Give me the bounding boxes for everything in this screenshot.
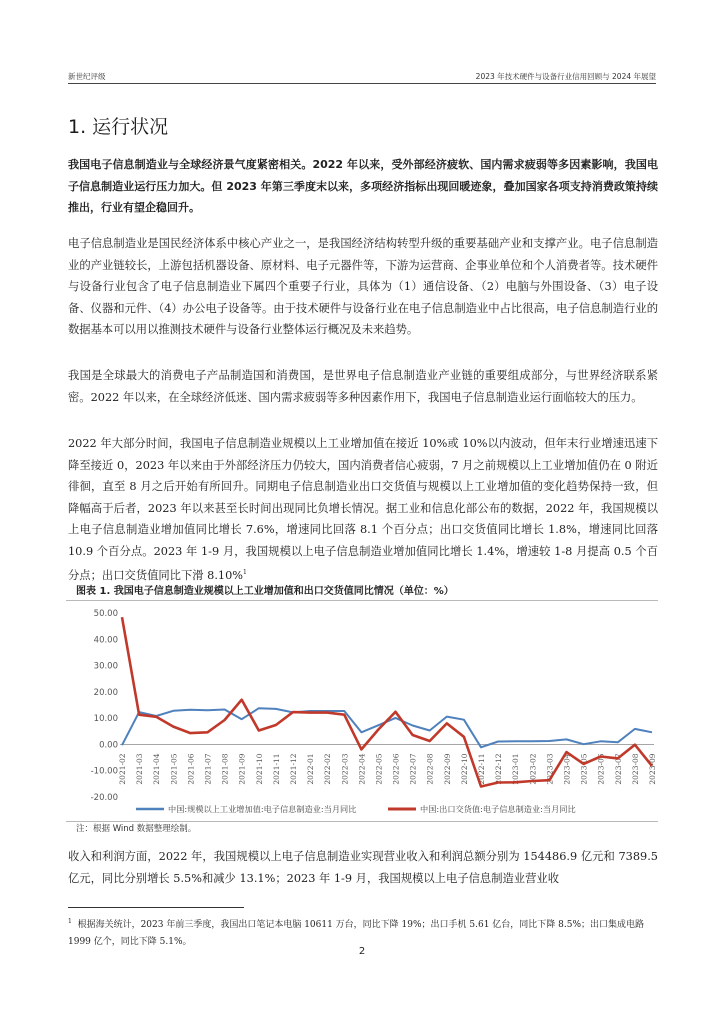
y-tick-label: 0.00 [99, 740, 118, 751]
x-tick-label: 2022-09 [442, 753, 452, 785]
x-tick-label: 2022-08 [425, 753, 435, 785]
header-report-title: 2023 年技术硬件与设备行业信用回顾与 2024 年展望 [475, 72, 656, 81]
figure-note: 注：根据 Wind 数据整理绘制。 [76, 824, 197, 834]
x-tick-label: 2022-11 [477, 753, 487, 785]
paragraph-summary: 我国电子信息制造业与全球经济景气度紧密相关。2022 年以来，受外部经济疲软、国内需求疲弱等多因素影响，我国电子信息制造业运行压力加大。但 2023 年第三季度末以来，多项经济指标出现回暖迹象，叠加国家各项支持消费政策持续推出，行业有望企稳回升。 [68, 158, 658, 214]
paragraph-growth-data [68, 433, 658, 586]
x-tick-label: 2022-06 [391, 753, 401, 785]
x-tick-label: 2021-09 [237, 753, 247, 785]
x-tick-label: 2021-12 [288, 753, 298, 785]
y-tick-label: 30.00 [93, 661, 118, 672]
x-tick-label: 2023-02 [528, 753, 538, 785]
footnote-ref: 1 [243, 569, 247, 576]
x-tick-label: 2021-04 [152, 753, 162, 785]
y-tick-label: 10.00 [93, 714, 118, 725]
y-tick-label: 20.00 [93, 687, 118, 698]
y-tick-label: 40.00 [93, 635, 118, 646]
x-tick-label: 2021-05 [169, 753, 179, 785]
x-tick-label: 2023-04 [562, 753, 572, 785]
footnote-rule [68, 907, 244, 908]
x-tick-label: 2021-06 [186, 753, 196, 785]
x-tick-label: 2022-02 [323, 753, 333, 785]
line-chart [66, 600, 658, 822]
section-title: 1. 运行状况 [68, 116, 169, 138]
x-tick-label: 2023-05 [579, 753, 589, 785]
x-tick-label: 2021-08 [220, 753, 230, 785]
chart-svg [66, 601, 658, 821]
legend-label: 中国:出口交货值:电子信息制造业:当月同比 [420, 804, 576, 814]
paragraph-growth-text: 2022 年大部分时间，我国电子信息制造业规模以上工业增加值在接近 10%或 10%以内波动，但年末行业增速迅速下降至接近 0，2023 年以来由于外部经济压力仍较大，国内消费者信心疲弱，7 月之前规模以上工业增加值仍在 0 附近徘徊，直至 8 月之后开始有所回升。同期电子信息制造业出口交货值与规模以上工业增加值的变化趋势保持一致，但降幅高于后者，2023 年以来甚至长时间出现同比负增长情况。据工业和信息化部公布的数据，2022 年，我国规模以上电子信息制造业增加值同比增长 7.6%，增速同比回落 8.1 个百分点；出口交货值同比增长 1.8%，增速同比回落 10.9 个百分点。2023 年 1-9 月，我国规模以上电子信息制造业增加值同比增长 1.4%，增速较 1-8 月提高 0.5 个百分点；出口交货值同比下滑 8.10% [68, 437, 658, 582]
page-header [68, 69, 656, 84]
x-tick-label: 2022-04 [357, 753, 367, 785]
header-org: 新世纪评级 [68, 72, 106, 81]
footnote-text: 根据海关统计，2023 年前三季度，我国出口笔记本电脑 10611 万台，同比下降 19%；出口手机 5.61 亿台，同比下降 8.5%；出口集成电路 1999 亿个，同比下降 5.1%。 [68, 920, 645, 947]
x-tick-label: 2022-07 [408, 753, 418, 785]
x-tick-label: 2022-10 [459, 753, 469, 785]
series-line-industrial-added-value [122, 708, 652, 747]
x-tick-label: 2022-12 [494, 753, 504, 785]
series-line-export-delivery-value [122, 617, 652, 786]
x-tick-label: 2021-02 [118, 753, 127, 785]
paragraph-revenue: 收入和利润方面，2022 年，我国规模以上电子信息制造业实现营业收入和利润总额分别为 154486.9 亿元和 7389.5 亿元，同比分别增长 5.5%和减少 13.1%；2023 年 1-9 月，我国规模以上电子信息制造业营业收 [68, 850, 658, 885]
paragraph-industry-overview: 电子信息制造业是国民经济体系中核心产业之一，是我国经济结构转型升级的重要基础产业和支撑产业。电子信息制造业的产业链较长，上游包括机器设备、原材料、电子元器件等，下游为运营商、企事业单位和个人消费者等。技术硬件与设备行业包含了电子信息制造业下属四个重要子行业，具体为（1）通信设备、（2）电脑与外围设备、（3）电子设备、仪器和元件、（4）办公电子设备等。由于技术硬件与设备行业在电子信息制造业中占比很高，电子信息制造行业的数据基本可以用以推测技术硬件与设备行业整体运行概况及未来趋势。 [68, 237, 658, 336]
x-tick-label: 2022-03 [340, 753, 350, 785]
x-tick-label: 2023-03 [545, 753, 555, 785]
x-tick-label: 2021-11 [271, 753, 281, 785]
legend-label: 中国:规模以上工业增加值:电子信息制造业:当月同比 [168, 804, 357, 814]
x-tick-label: 2023-06 [596, 753, 606, 785]
x-tick-label: 2022-05 [374, 753, 384, 785]
paragraph-global-context: 我国是全球最大的消费电子产品制造国和消费国，是世界电子信息制造业产业链的重要组成部分，与世界经济联系紧密。2022 年以来，在全球经济低迷、国内需求疲弱等多种因素作用下，我国电子信息制造业运行面临较大的压力。 [68, 369, 658, 404]
y-tick-label: 50.00 [93, 609, 118, 619]
y-tick-label: -10.00 [90, 766, 118, 777]
x-tick-label: 2023-01 [511, 753, 521, 785]
footnote-mark: 1 [68, 918, 72, 925]
x-tick-label: 2023-07 [613, 753, 623, 785]
y-tick-label: -20.00 [90, 793, 118, 803]
figure-title: 图表 1. 我国电子信息制造业规模以上工业增加值和出口交货值同比情况（单位：%） [76, 586, 454, 597]
x-tick-label: 2021-10 [254, 753, 264, 785]
page-number: 2 [358, 946, 366, 957]
x-tick-label: 2021-03 [135, 753, 145, 785]
x-tick-label: 2023-08 [630, 753, 640, 785]
x-tick-label: 2023-09 [648, 753, 657, 785]
x-tick-label: 2022-01 [306, 753, 316, 785]
x-tick-label: 2021-07 [203, 753, 213, 785]
